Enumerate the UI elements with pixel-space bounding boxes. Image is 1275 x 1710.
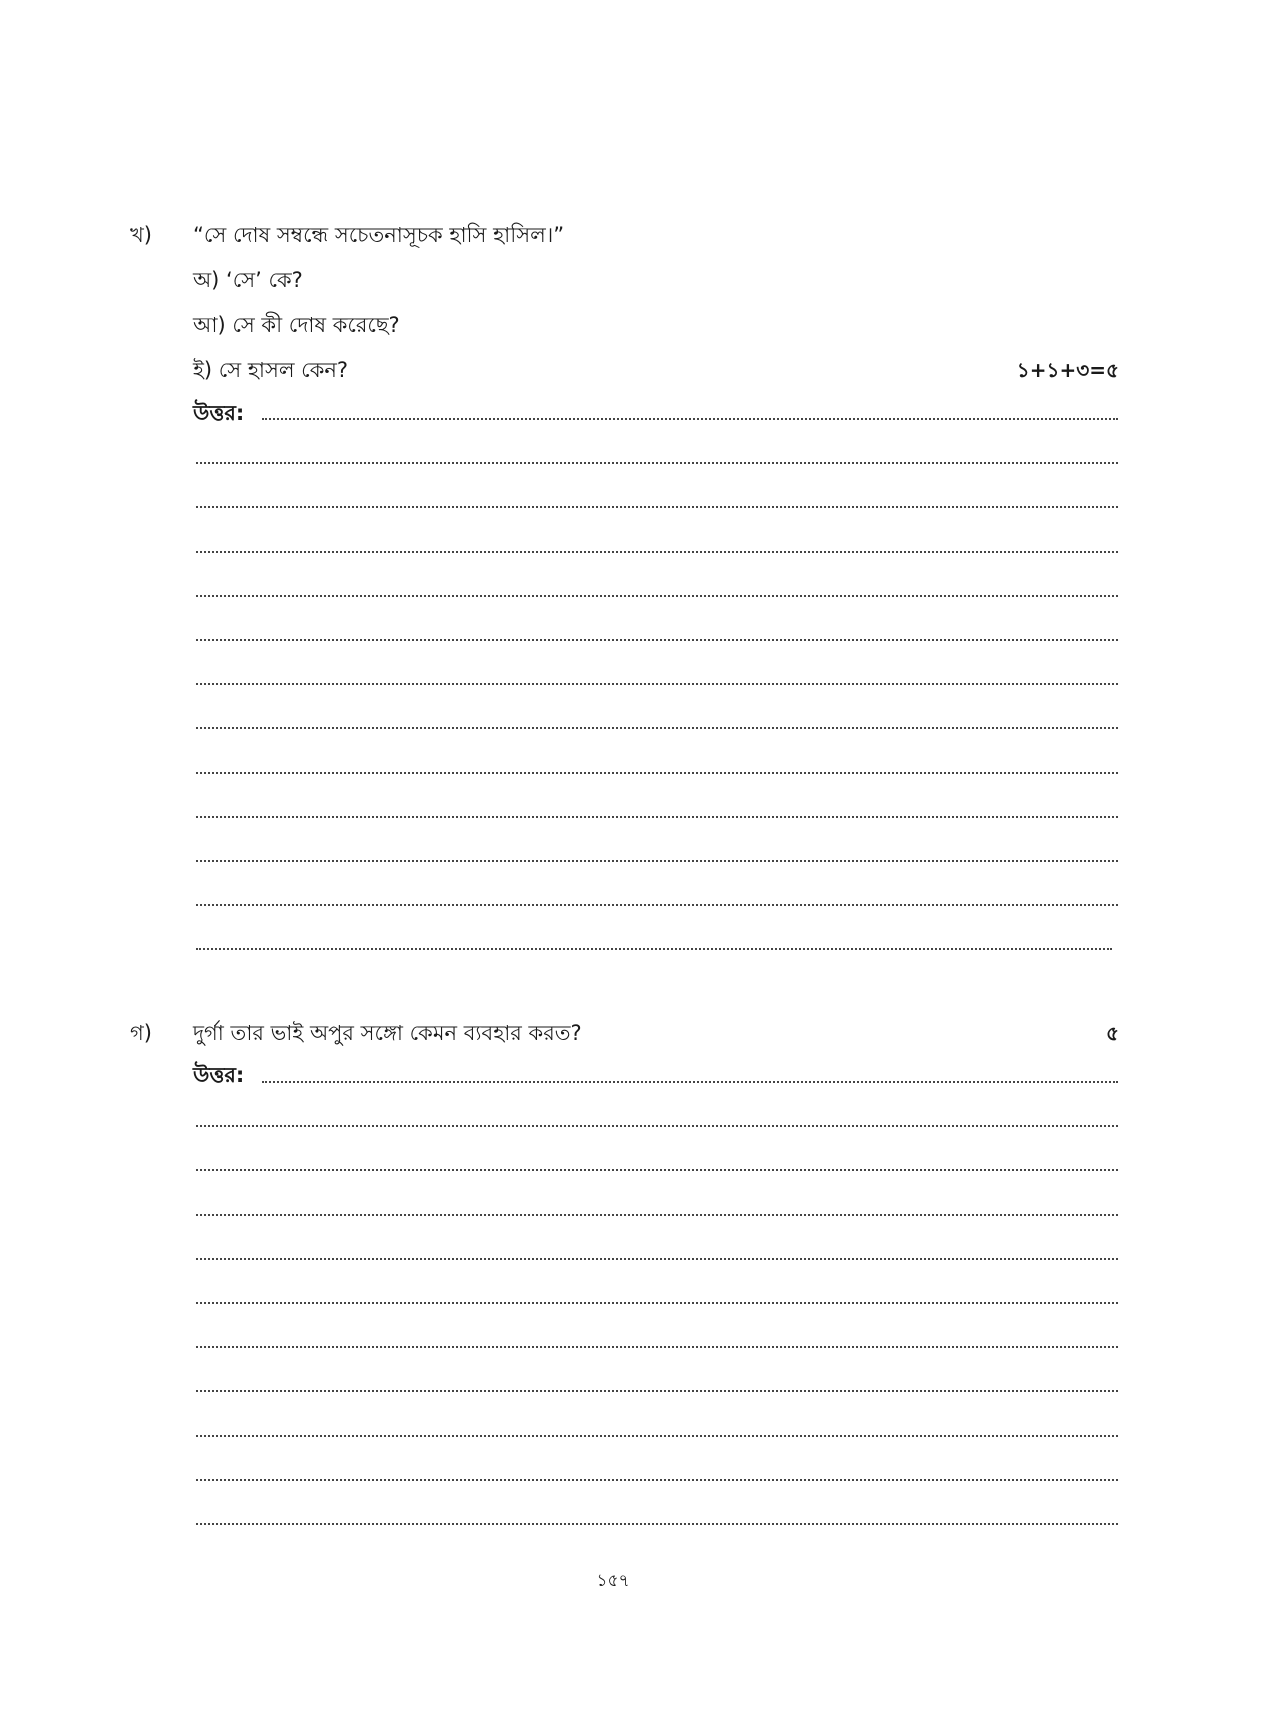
answer-line[interactable] <box>196 462 1118 464</box>
answer-line[interactable] <box>196 772 1118 774</box>
answer-line[interactable] <box>262 1081 1118 1083</box>
answer-line[interactable] <box>196 727 1118 729</box>
question-kha-quote: “সে দোষ সম্বন্ধে সচেতনাসূচক হাসি হাসিল।” <box>193 223 565 247</box>
page-number: ১৫৭ <box>596 1571 630 1591</box>
answer-line[interactable] <box>196 551 1118 553</box>
question-kha-sub-a: অ) ‘সে’ কে? <box>193 268 303 292</box>
answer-line[interactable] <box>196 595 1118 597</box>
answer-line[interactable] <box>196 639 1118 641</box>
answer-line[interactable] <box>196 1258 1118 1260</box>
answer-line[interactable] <box>196 1479 1118 1481</box>
answer-line[interactable] <box>196 1125 1118 1127</box>
question-kha-marks: ১+১+৩=৫ <box>1016 358 1119 382</box>
answer-line[interactable] <box>196 904 1118 906</box>
question-ga-answer-label: উত্তর: <box>193 1063 245 1087</box>
answer-line[interactable] <box>196 1302 1118 1304</box>
answer-line[interactable] <box>196 948 1112 950</box>
answer-line[interactable] <box>196 1169 1118 1171</box>
question-ga-text: দুর্গা তার ভাই অপুর সঙ্গো কেমন ব্যবহার করত? <box>193 1021 582 1045</box>
question-ga-marks: ৫ <box>1106 1021 1119 1045</box>
answer-line[interactable] <box>196 1435 1118 1437</box>
question-ga-label: গ) <box>130 1021 152 1045</box>
answer-line[interactable] <box>262 418 1118 420</box>
answer-line[interactable] <box>196 816 1118 818</box>
question-kha-label: খ) <box>130 223 152 247</box>
answer-line[interactable] <box>196 1523 1118 1525</box>
answer-line[interactable] <box>196 1346 1118 1348</box>
question-kha-sub-i: ই) সে হাসল কেন? <box>193 358 349 382</box>
answer-line[interactable] <box>196 1214 1118 1216</box>
answer-line[interactable] <box>196 860 1118 862</box>
question-kha-answer-label: উত্তর: <box>193 401 245 425</box>
answer-line[interactable] <box>196 1390 1118 1392</box>
answer-line[interactable] <box>196 683 1118 685</box>
answer-line[interactable] <box>196 506 1118 508</box>
question-kha-sub-aa: আ) সে কী দোষ করেছে? <box>193 313 400 337</box>
